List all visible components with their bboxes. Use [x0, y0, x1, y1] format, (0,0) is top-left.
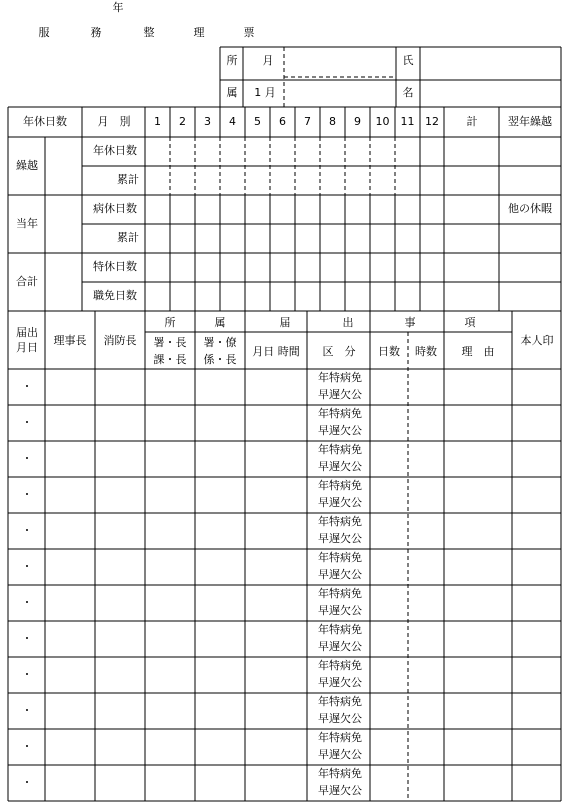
total-header: 計 — [466, 115, 478, 128]
cumulative-label: 累計 — [117, 173, 139, 186]
notification-items-label: 項 — [464, 316, 476, 329]
category-line-2: 早遅欠公 — [318, 424, 362, 437]
reason-label: 理 由 — [461, 345, 495, 358]
category-line-2: 早遅欠公 — [318, 712, 362, 725]
annual-days-label: 年休日数 — [93, 144, 137, 157]
category-line-2: 早遅欠公 — [318, 676, 362, 689]
form-title-char: 整 — [143, 26, 155, 39]
row-dot: ・ — [21, 704, 33, 717]
month-8-header: 8 — [329, 115, 336, 128]
category-line-1: 年特病免 — [318, 515, 362, 528]
chairman-label: 理事長 — [53, 334, 87, 347]
row-dot: ・ — [21, 596, 33, 609]
month-2-header: 2 — [179, 115, 186, 128]
staff-chief-label: 係・長 — [203, 353, 237, 366]
category-line-1: 年特病免 — [318, 695, 362, 708]
row-dot: ・ — [21, 776, 33, 789]
row-dot: ・ — [21, 560, 33, 573]
report-date-label: 月日 — [16, 341, 38, 354]
affiliation-label: 所 — [164, 316, 176, 329]
month-10-header: 10 — [375, 115, 390, 128]
category-line-2: 早遅欠公 — [318, 568, 362, 581]
january-label: 1 月 — [254, 86, 276, 99]
station-chief-label: 署・長 — [153, 336, 187, 349]
category-line-1: 年特病免 — [318, 659, 362, 672]
category-label: 区 分 — [322, 345, 356, 358]
cumulative-label: 累計 — [117, 231, 139, 244]
date-time-label: 月日 時間 — [252, 345, 300, 358]
category-line-1: 年特病免 — [318, 623, 362, 636]
annual-leave-days-header: 年休日数 — [23, 115, 67, 128]
row-dot: ・ — [21, 452, 33, 465]
category-line-1: 年特病免 — [318, 479, 362, 492]
category-line-1: 年特病免 — [318, 731, 362, 744]
month-3-header: 3 — [204, 115, 211, 128]
hours-label: 時数 — [415, 345, 437, 358]
category-line-1: 年特病免 — [318, 767, 362, 780]
row-dot: ・ — [21, 740, 33, 753]
form-title-char: 服 — [38, 26, 50, 39]
category-line-2: 早遅欠公 — [318, 496, 362, 509]
affiliation-label: 属 — [226, 86, 238, 99]
month-5-header: 5 — [254, 115, 261, 128]
current-year-label: 当年 — [16, 217, 38, 230]
affiliation-label: 属 — [214, 316, 226, 329]
fire-chief-label: 消防長 — [103, 334, 137, 347]
seal-label: 本人印 — [520, 334, 554, 347]
affiliation-label: 所 — [226, 54, 238, 67]
row-dot: ・ — [21, 632, 33, 645]
name-label: 名 — [402, 86, 414, 99]
other-leave-label: 他の休暇 — [508, 202, 552, 215]
report-date-label: 届出 — [16, 326, 38, 339]
row-dot: ・ — [21, 488, 33, 501]
row-dot: ・ — [21, 380, 33, 393]
exemption-days-label: 職免日数 — [93, 289, 137, 302]
month-6-header: 6 — [279, 115, 286, 128]
notification-items-label: 届 — [279, 316, 291, 329]
month-12-header: 12 — [425, 115, 439, 128]
month-11-header: 11 — [400, 115, 415, 128]
month-9-header: 9 — [354, 115, 361, 128]
category-line-1: 年特病免 — [318, 407, 362, 420]
category-line-2: 早遅欠公 — [318, 388, 362, 401]
month-7-header: 7 — [304, 115, 311, 128]
next-year-carryover-header: 翌年繰越 — [508, 115, 552, 128]
category-line-1: 年特病免 — [318, 587, 362, 600]
special-days-label: 特休日数 — [93, 260, 137, 273]
month-1-header: 1 — [154, 115, 161, 128]
category-line-2: 早遅欠公 — [318, 532, 362, 545]
notification-items-label: 事 — [404, 316, 416, 329]
category-line-1: 年特病免 — [318, 551, 362, 564]
row-dot: ・ — [21, 524, 33, 537]
name-label: 氏 — [402, 54, 414, 67]
category-line-2: 早遅欠公 — [318, 748, 362, 761]
category-line-1: 年特病免 — [318, 371, 362, 384]
category-line-2: 早遅欠公 — [318, 604, 362, 617]
carryover-label: 繰越 — [16, 159, 38, 172]
staff-label: 署・僚 — [203, 336, 237, 349]
category-line-2: 早遅欠公 — [318, 784, 362, 797]
form-title-char: 務 — [90, 26, 102, 39]
form-title-char: 票 — [243, 26, 255, 39]
row-dot: ・ — [21, 668, 33, 681]
total-label: 合計 — [16, 275, 38, 288]
category-line-2: 早遅欠公 — [318, 460, 362, 473]
form-title-char: 理 — [193, 26, 205, 39]
sick-days-label: 病休日数 — [93, 202, 137, 215]
year-label: 年 — [112, 1, 124, 14]
month-4-header: 4 — [229, 115, 236, 128]
days-label: 日数 — [378, 345, 400, 358]
section-chief-label: 課・長 — [153, 353, 187, 366]
month-header: 月 別 — [97, 115, 131, 128]
category-line-1: 年特病免 — [318, 443, 362, 456]
notification-items-label: 出 — [342, 316, 354, 329]
month-label: 月 — [262, 54, 274, 67]
category-line-2: 早遅欠公 — [318, 640, 362, 653]
row-dot: ・ — [21, 416, 33, 429]
